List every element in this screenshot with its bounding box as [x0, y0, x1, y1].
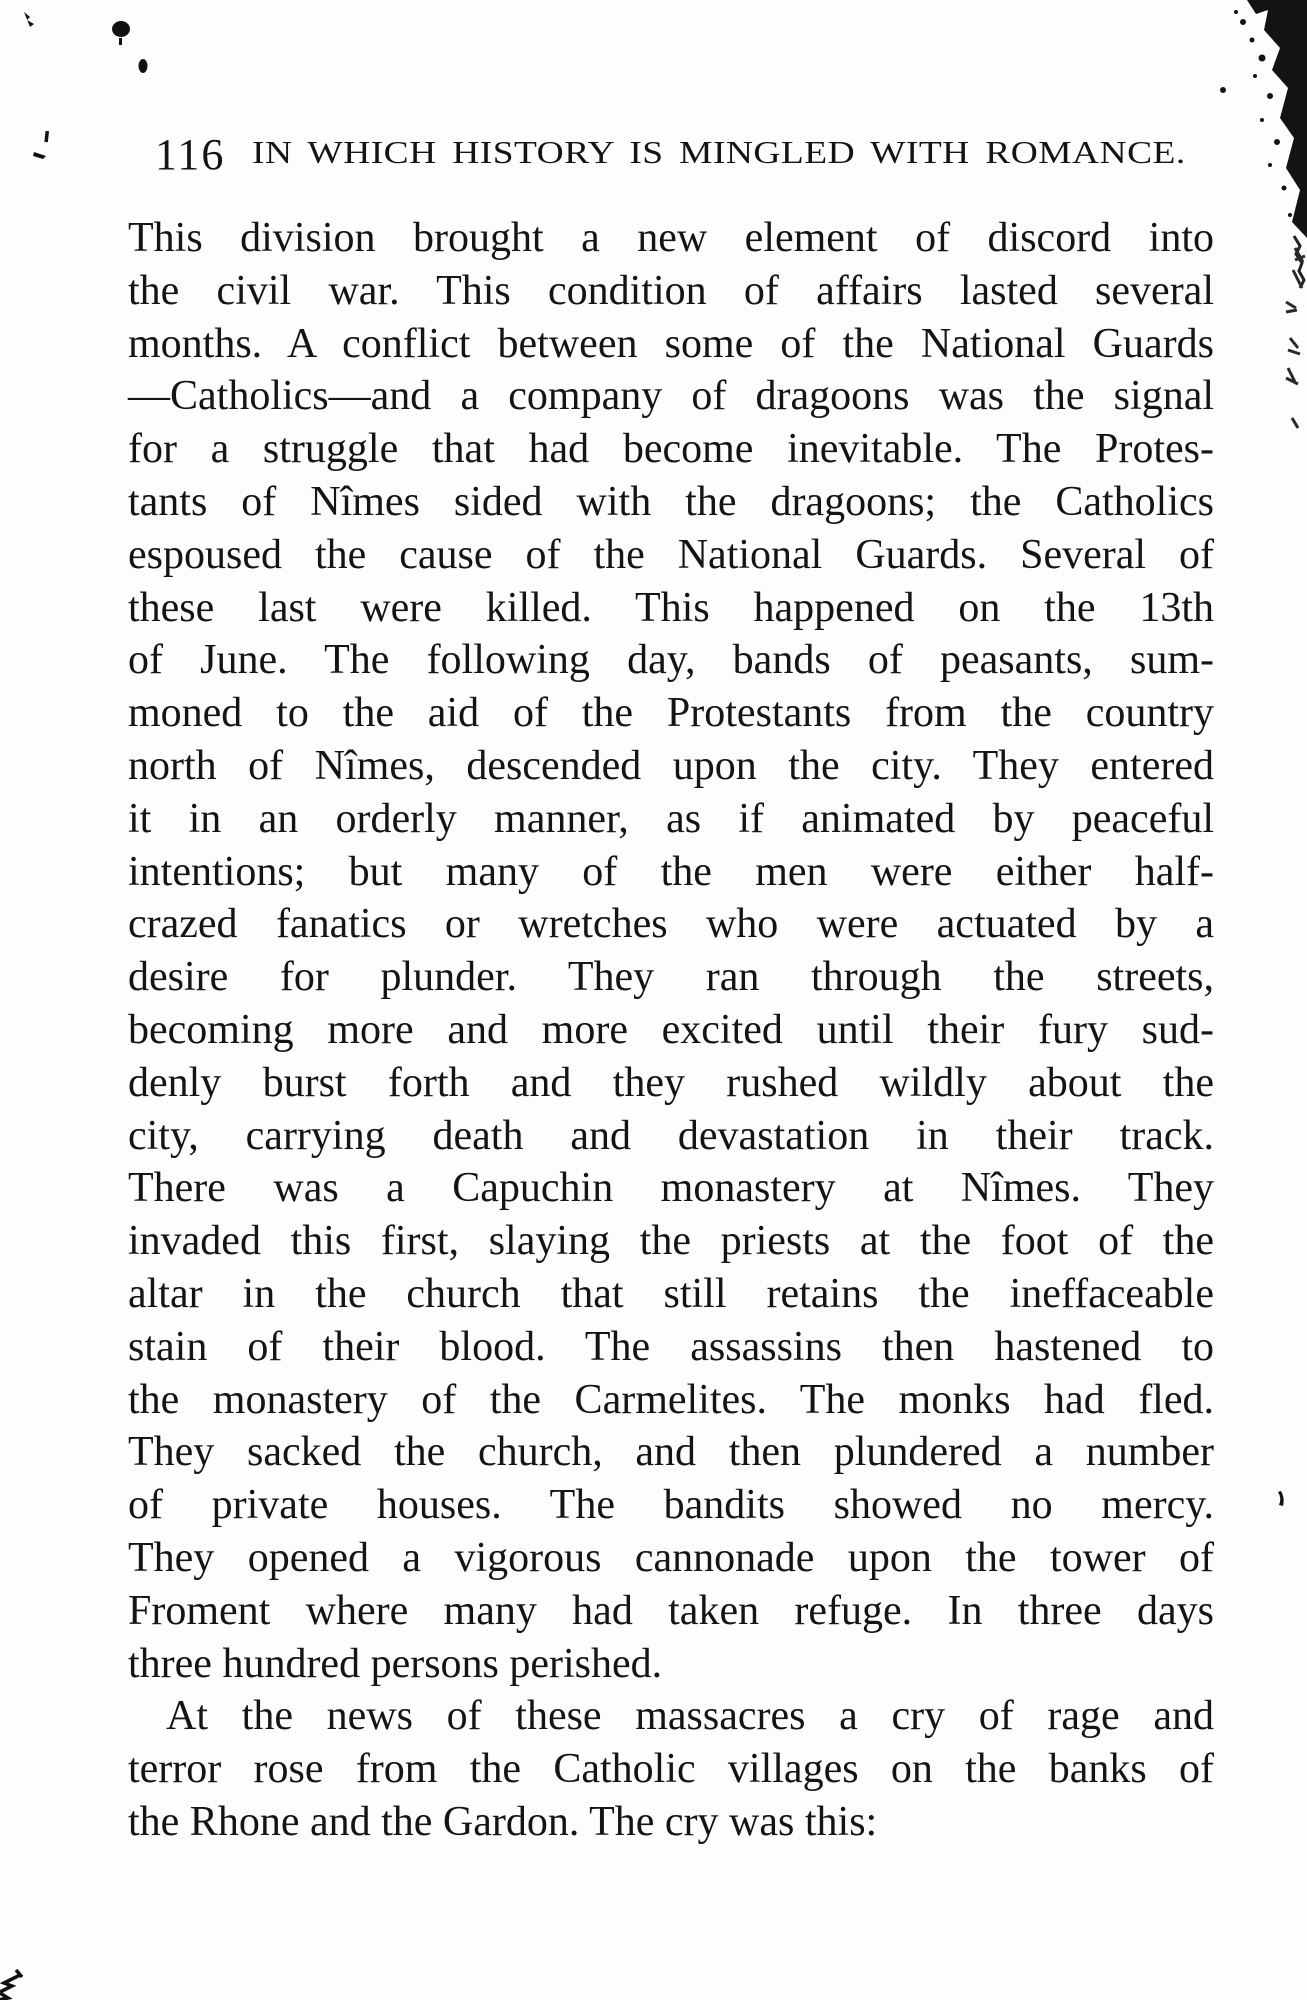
text-line: of private houses. The bandits showed no mercy. [128, 1482, 1214, 1529]
text-line: desire for plunder. They ran through the streets, [128, 954, 1214, 1001]
text-line: invaded this first, slaying the priests at the foot of the [128, 1218, 1214, 1265]
text-line: intentions; but many of the men were either half- [128, 848, 1214, 895]
text-line: for a struggle that had become inevitable. The Protes- [128, 426, 1214, 473]
text-line: altar in the church that still retains the ineffaceable [128, 1270, 1214, 1317]
running-header-title: IN WHICH HISTORY IS MINGLED WITH ROMANCE. [252, 135, 1186, 171]
running-head [0, 130, 1307, 181]
text-line: the monastery of the Carmelites. The monks had fled. [128, 1376, 1214, 1423]
text-line: these last were killed. This happened on the 13th [128, 584, 1214, 631]
text-line: moned to the aid of the Protestants from the country [128, 690, 1214, 737]
text-line: of June. The following day, bands of peasants, sum- [128, 637, 1214, 684]
text-line: crazed fanatics or wretches who were actuated by a [128, 901, 1214, 948]
text-line: it in an orderly manner, as if animated by peaceful [128, 795, 1214, 842]
text-line: the civil war. This condition of affairs lasted several [128, 267, 1214, 314]
text-line: becoming more and more excited until their fury sud- [128, 1006, 1214, 1053]
text-line: They sacked the church, and then plundered a number [128, 1429, 1214, 1476]
text-line: Froment where many had taken refuge. In three days [128, 1587, 1214, 1634]
text-line: This division brought a new element of discord into [128, 215, 1214, 261]
scribble-bottom-left [0, 1970, 22, 2000]
text-line: north of Nîmes, descended upon the city. They entered [128, 742, 1214, 789]
text-line: There was a Capuchin monastery at Nîmes. They [128, 1165, 1214, 1212]
text-line: espoused the cause of the National Guards. Several of [128, 531, 1214, 578]
ink-speck-right-margin [1278, 1491, 1284, 1506]
bleed-through-marks [1286, 248, 1305, 428]
text-line: three hundred persons perished. [128, 1640, 663, 1687]
text-line: terror rose from the Catholic villages on the banks of [128, 1746, 1214, 1793]
text-line: They opened a vigorous cannonade upon the tower of [128, 1534, 1214, 1581]
text-line: stain of their blood. The assassins then hastened to [128, 1323, 1214, 1370]
text-line: months. A conflict between some of the National Guards [128, 320, 1214, 367]
text-line: tants of Nîmes sided with the dragoons; the Catholics [128, 478, 1214, 525]
page-number: 116 [155, 130, 226, 179]
text-line: At the news of these massacres a cry of rage and [166, 1693, 1214, 1740]
text-line: —Catholics—and a company of dragoons was the signal [128, 373, 1214, 420]
text-line: the Rhone and the Gardon. The cry was this: [128, 1798, 878, 1845]
text-line: denly burst forth and they rushed wildly about the [128, 1059, 1214, 1106]
text-line: city, carrying death and devastation in their track. [128, 1112, 1214, 1159]
page-body [128, 212, 1214, 1849]
